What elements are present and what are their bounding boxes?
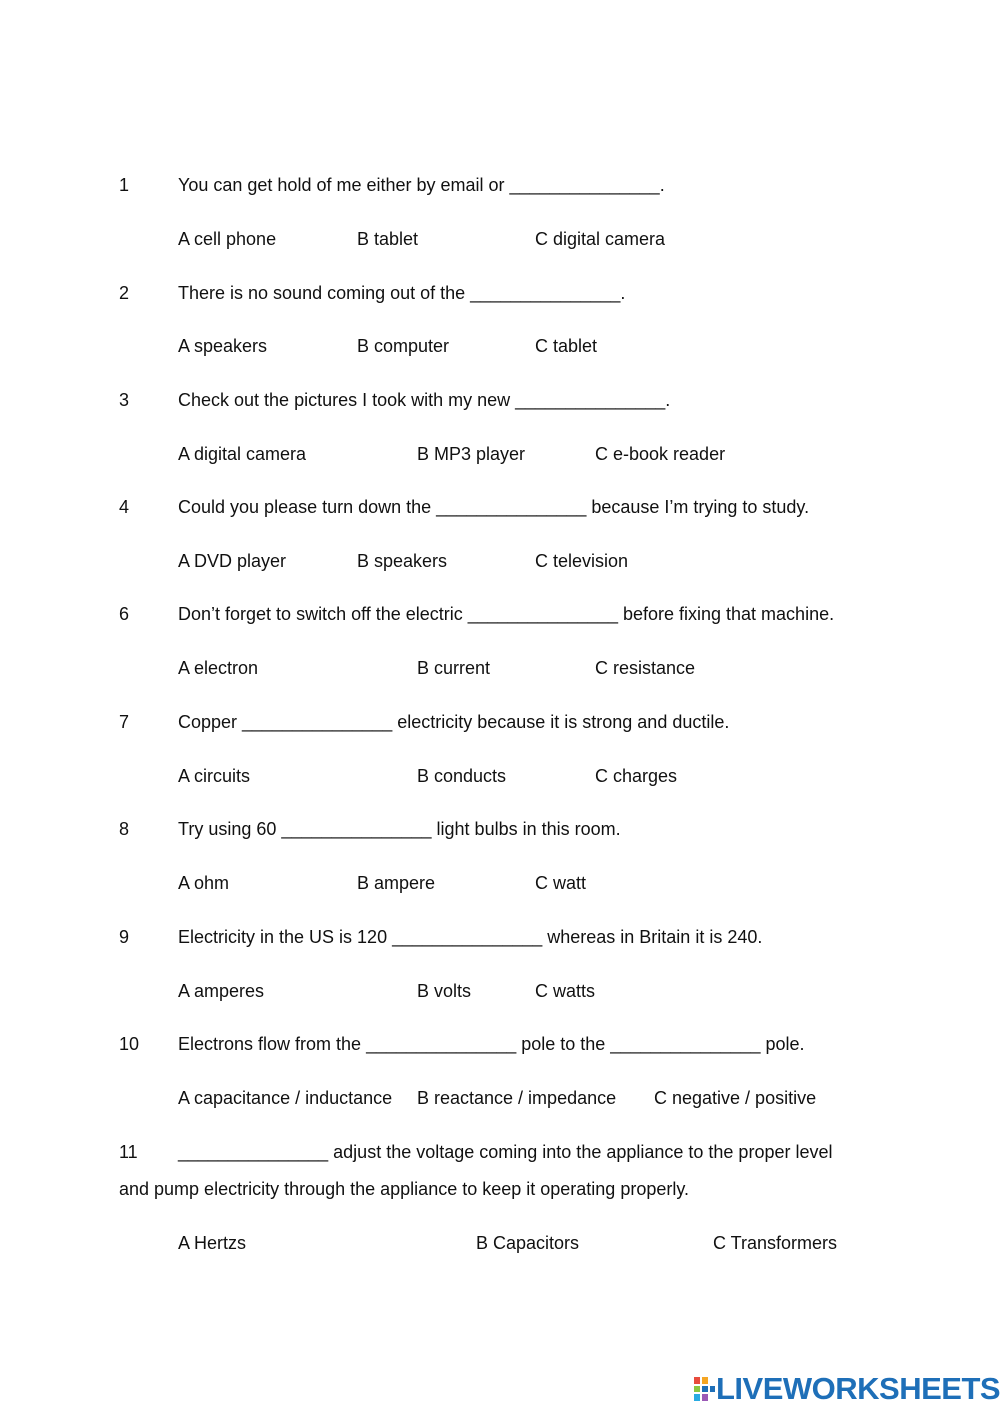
option-b[interactable]: B reactance / impedance <box>417 1088 617 1108</box>
option-c[interactable]: C e-book reader <box>595 444 726 464</box>
option-b[interactable]: B Capacitors <box>476 1233 580 1253</box>
logo-blocks-icon <box>694 1377 716 1401</box>
question-stem: Electricity in the US is 120 _______________ whereas in Britain it is 240. <box>178 927 763 947</box>
option-c[interactable]: C tablet <box>535 336 598 356</box>
option-b[interactable]: B ampere <box>357 873 436 893</box>
question-stem: _______________ adjust the voltage coming into the appliance to the proper level <box>178 1142 833 1162</box>
option-b[interactable]: B volts <box>417 981 472 1001</box>
question-stem: Try using 60 _______________ light bulbs in this room. <box>178 819 621 839</box>
option-a[interactable]: A capacitance / inductance <box>178 1088 393 1108</box>
logo-text: LIVEWORKSHEETS <box>716 1371 1000 1406</box>
option-c[interactable]: C Transformers <box>713 1233 838 1253</box>
question-number: 11 <box>119 1142 138 1162</box>
option-a[interactable]: A electron <box>178 658 259 678</box>
question-number: 7 <box>119 712 130 732</box>
question-number: 1 <box>119 175 130 195</box>
question-stem: There is no sound coming out of the _______________. <box>178 283 626 303</box>
option-c[interactable]: C resistance <box>595 658 696 678</box>
option-a[interactable]: A cell phone <box>178 229 277 249</box>
option-a[interactable]: A speakers <box>178 336 268 356</box>
question-number: 8 <box>119 819 130 839</box>
question-stem: Check out the pictures I took with my new _______________. <box>178 390 671 410</box>
option-a[interactable]: A Hertzs <box>178 1233 247 1253</box>
option-a[interactable]: A ohm <box>178 873 230 893</box>
option-c[interactable]: C television <box>535 551 629 571</box>
question-stem: Electrons flow from the _______________ pole to the _______________ pole. <box>178 1034 805 1054</box>
option-a[interactable]: A amperes <box>178 981 265 1001</box>
question-number: 2 <box>119 283 130 303</box>
option-a[interactable]: A DVD player <box>178 551 287 571</box>
question-number: 9 <box>119 927 130 947</box>
option-c[interactable]: C charges <box>595 766 678 786</box>
question-stem: Copper _______________ electricity because it is strong and ductile. <box>178 712 730 732</box>
option-b[interactable]: B speakers <box>357 551 448 571</box>
question-stem: You can get hold of me either by email or _______________. <box>178 175 665 195</box>
question-number: 10 <box>119 1034 140 1054</box>
question-stem: Don’t forget to switch off the electric _______________ before fixing that machine. <box>178 604 835 624</box>
option-b[interactable]: B conducts <box>417 766 507 786</box>
option-b[interactable]: B tablet <box>357 229 419 249</box>
question-number: 6 <box>119 604 130 624</box>
option-a[interactable]: A digital camera <box>178 444 307 464</box>
question-stem-continuation: and pump electricity through the appliance to keep it operating properly. <box>119 1179 690 1199</box>
question-number: 4 <box>119 497 130 517</box>
question-number: 3 <box>119 390 130 410</box>
option-c[interactable]: C negative / positive <box>654 1088 817 1108</box>
question-stem: Could you please turn down the _______________ because I’m trying to study. <box>178 497 810 517</box>
option-c[interactable]: C watts <box>535 981 596 1001</box>
option-a[interactable]: A circuits <box>178 766 251 786</box>
option-c[interactable]: C watt <box>535 873 587 893</box>
option-b[interactable]: B computer <box>357 336 450 356</box>
liveworksheets-logo <box>694 1371 1000 1406</box>
option-c[interactable]: C digital camera <box>535 229 666 249</box>
option-b[interactable]: B MP3 player <box>417 444 526 464</box>
option-b[interactable]: B current <box>417 658 491 678</box>
